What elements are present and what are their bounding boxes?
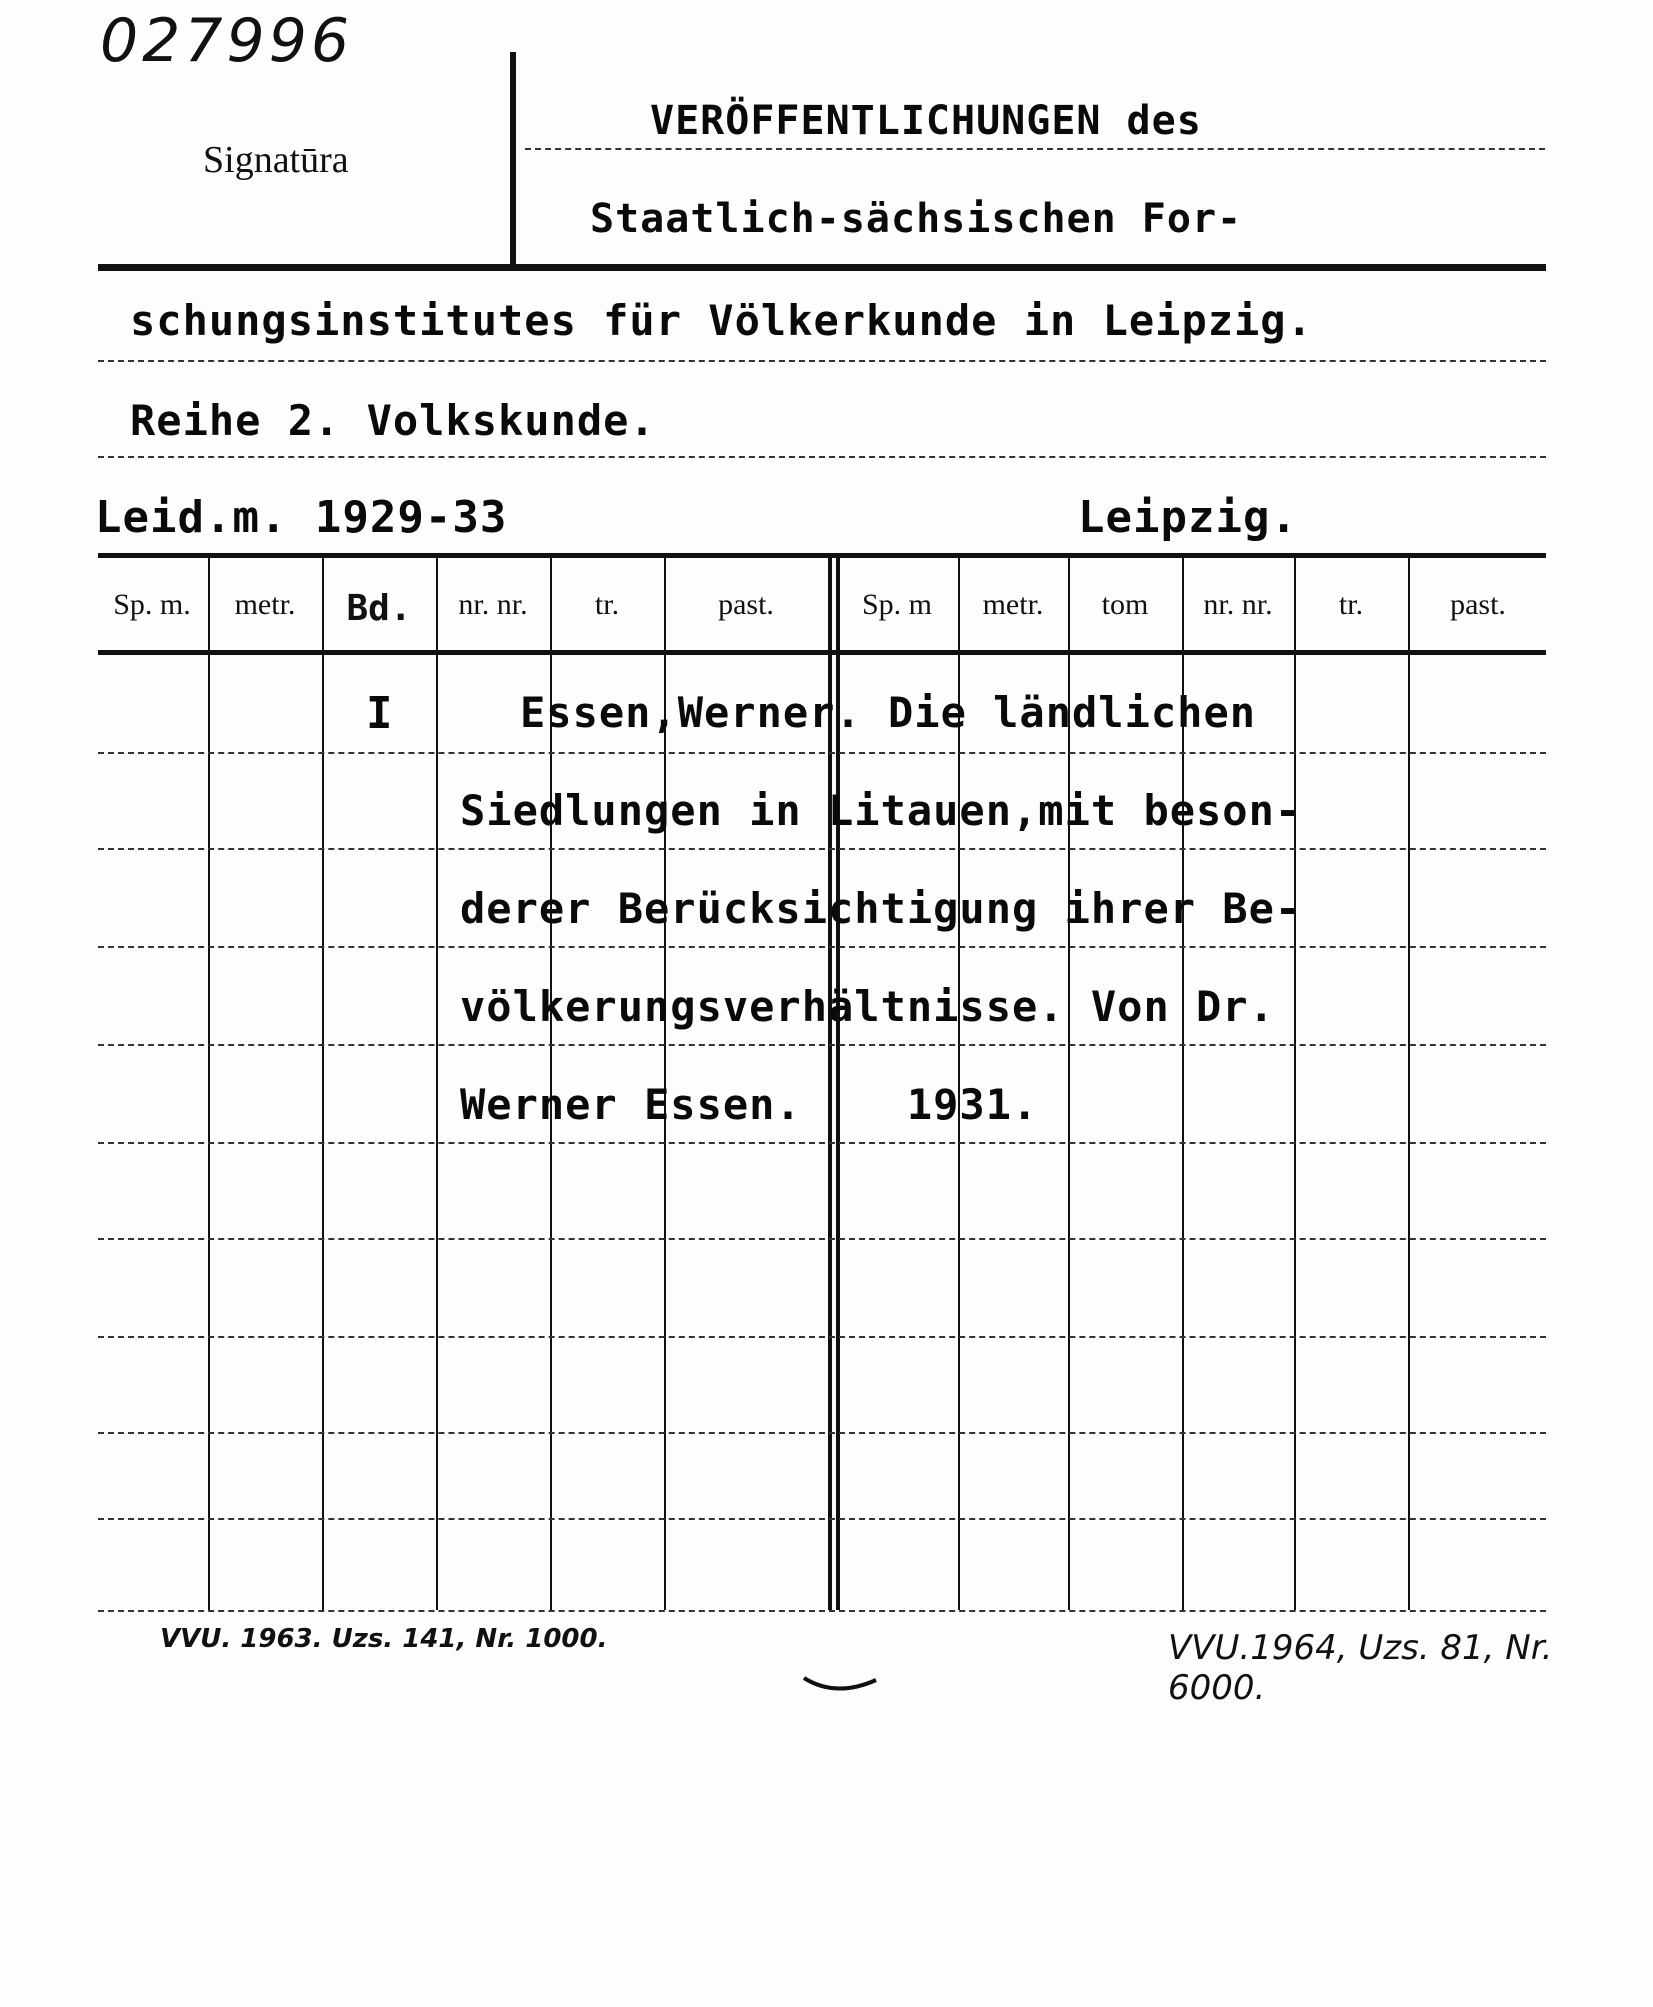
grid-bottom-line bbox=[98, 1610, 1546, 1612]
header-divider bbox=[510, 52, 516, 264]
col-head-right-tom: tom bbox=[1101, 588, 1149, 621]
grid-row-line bbox=[98, 946, 1546, 948]
grid-col-line bbox=[436, 558, 438, 1610]
series-title: Reihe 2. Volkskunde. bbox=[130, 396, 656, 445]
series-rule bbox=[98, 456, 1546, 458]
title-line-1: VERÖFFENTLICHUNGEN des bbox=[650, 98, 1202, 144]
col-head-left-nrnr: nr. nr. bbox=[458, 588, 528, 621]
title-line-3: schungsinstitutes für Völkerkunde in Leipzig. bbox=[130, 296, 1313, 345]
grid-row-line bbox=[98, 752, 1546, 754]
col-head-right-tr: tr. bbox=[1338, 588, 1364, 621]
title-rule-3 bbox=[98, 360, 1546, 362]
handwritten-note-right: VVU.1964, Uzs. 81, Nr. 6000. bbox=[1168, 1628, 1553, 1708]
entry-line-1: Essen,Werner. Die ländlichen bbox=[520, 688, 1257, 737]
title-line-2: Staatlich-sächsischen For- bbox=[590, 196, 1243, 242]
entry-line-2: Siedlungen in Litauen,mit beson- bbox=[460, 786, 1302, 835]
header-bottom-rule bbox=[98, 264, 1546, 271]
grid-row-line bbox=[98, 1044, 1546, 1046]
grid-col-line bbox=[208, 558, 210, 1610]
grid-row-line bbox=[98, 848, 1546, 850]
entry-line-3: derer Berücksichtigung ihrer Be- bbox=[460, 884, 1302, 933]
col-head-right-metr: metr. bbox=[982, 588, 1044, 621]
grid-row-line bbox=[98, 1336, 1546, 1338]
col-head-left-tr: tr. bbox=[594, 588, 620, 621]
accession-number: 027996 bbox=[100, 6, 354, 76]
table-top-rule bbox=[98, 553, 1546, 558]
grid-row-line bbox=[98, 1518, 1546, 1520]
col-head-right-past: past. bbox=[1450, 588, 1506, 621]
col-head-left-past: past. bbox=[718, 588, 774, 621]
title-rule-1 bbox=[525, 148, 1545, 150]
grid-row-line bbox=[98, 1238, 1546, 1240]
col-head-right-spm: Sp. m bbox=[861, 588, 933, 621]
entry-line-4: völkerungsverhältnisse. Von Dr. bbox=[460, 982, 1275, 1031]
col-head-left-spm: Sp. m. bbox=[113, 588, 191, 621]
signatura-label: Signatūra bbox=[203, 139, 349, 181]
grid-col-line bbox=[322, 558, 324, 1610]
publication-place: Leipzig. bbox=[1078, 492, 1298, 543]
grid-col-line bbox=[1294, 558, 1296, 1610]
col-head-right-nrnr: nr. nr. bbox=[1203, 588, 1273, 621]
header-row-rule bbox=[98, 650, 1546, 655]
grid-row-line bbox=[98, 1432, 1546, 1434]
col-head-left-bd: Bd. bbox=[346, 588, 412, 629]
grid-row-line bbox=[98, 1142, 1546, 1144]
handwritten-note-left: VVU. 1963. Uzs. 141, Nr. 1000. bbox=[160, 1624, 608, 1654]
entry-line-5: Werner Essen. 1931. bbox=[460, 1080, 1039, 1129]
curved-mark-icon bbox=[800, 1672, 880, 1702]
volume-number: I bbox=[366, 688, 394, 739]
publication-years: Leid.m. 1929-33 bbox=[95, 492, 508, 543]
grid-col-line bbox=[1408, 558, 1410, 1610]
col-head-left-metr: metr. bbox=[234, 588, 296, 621]
